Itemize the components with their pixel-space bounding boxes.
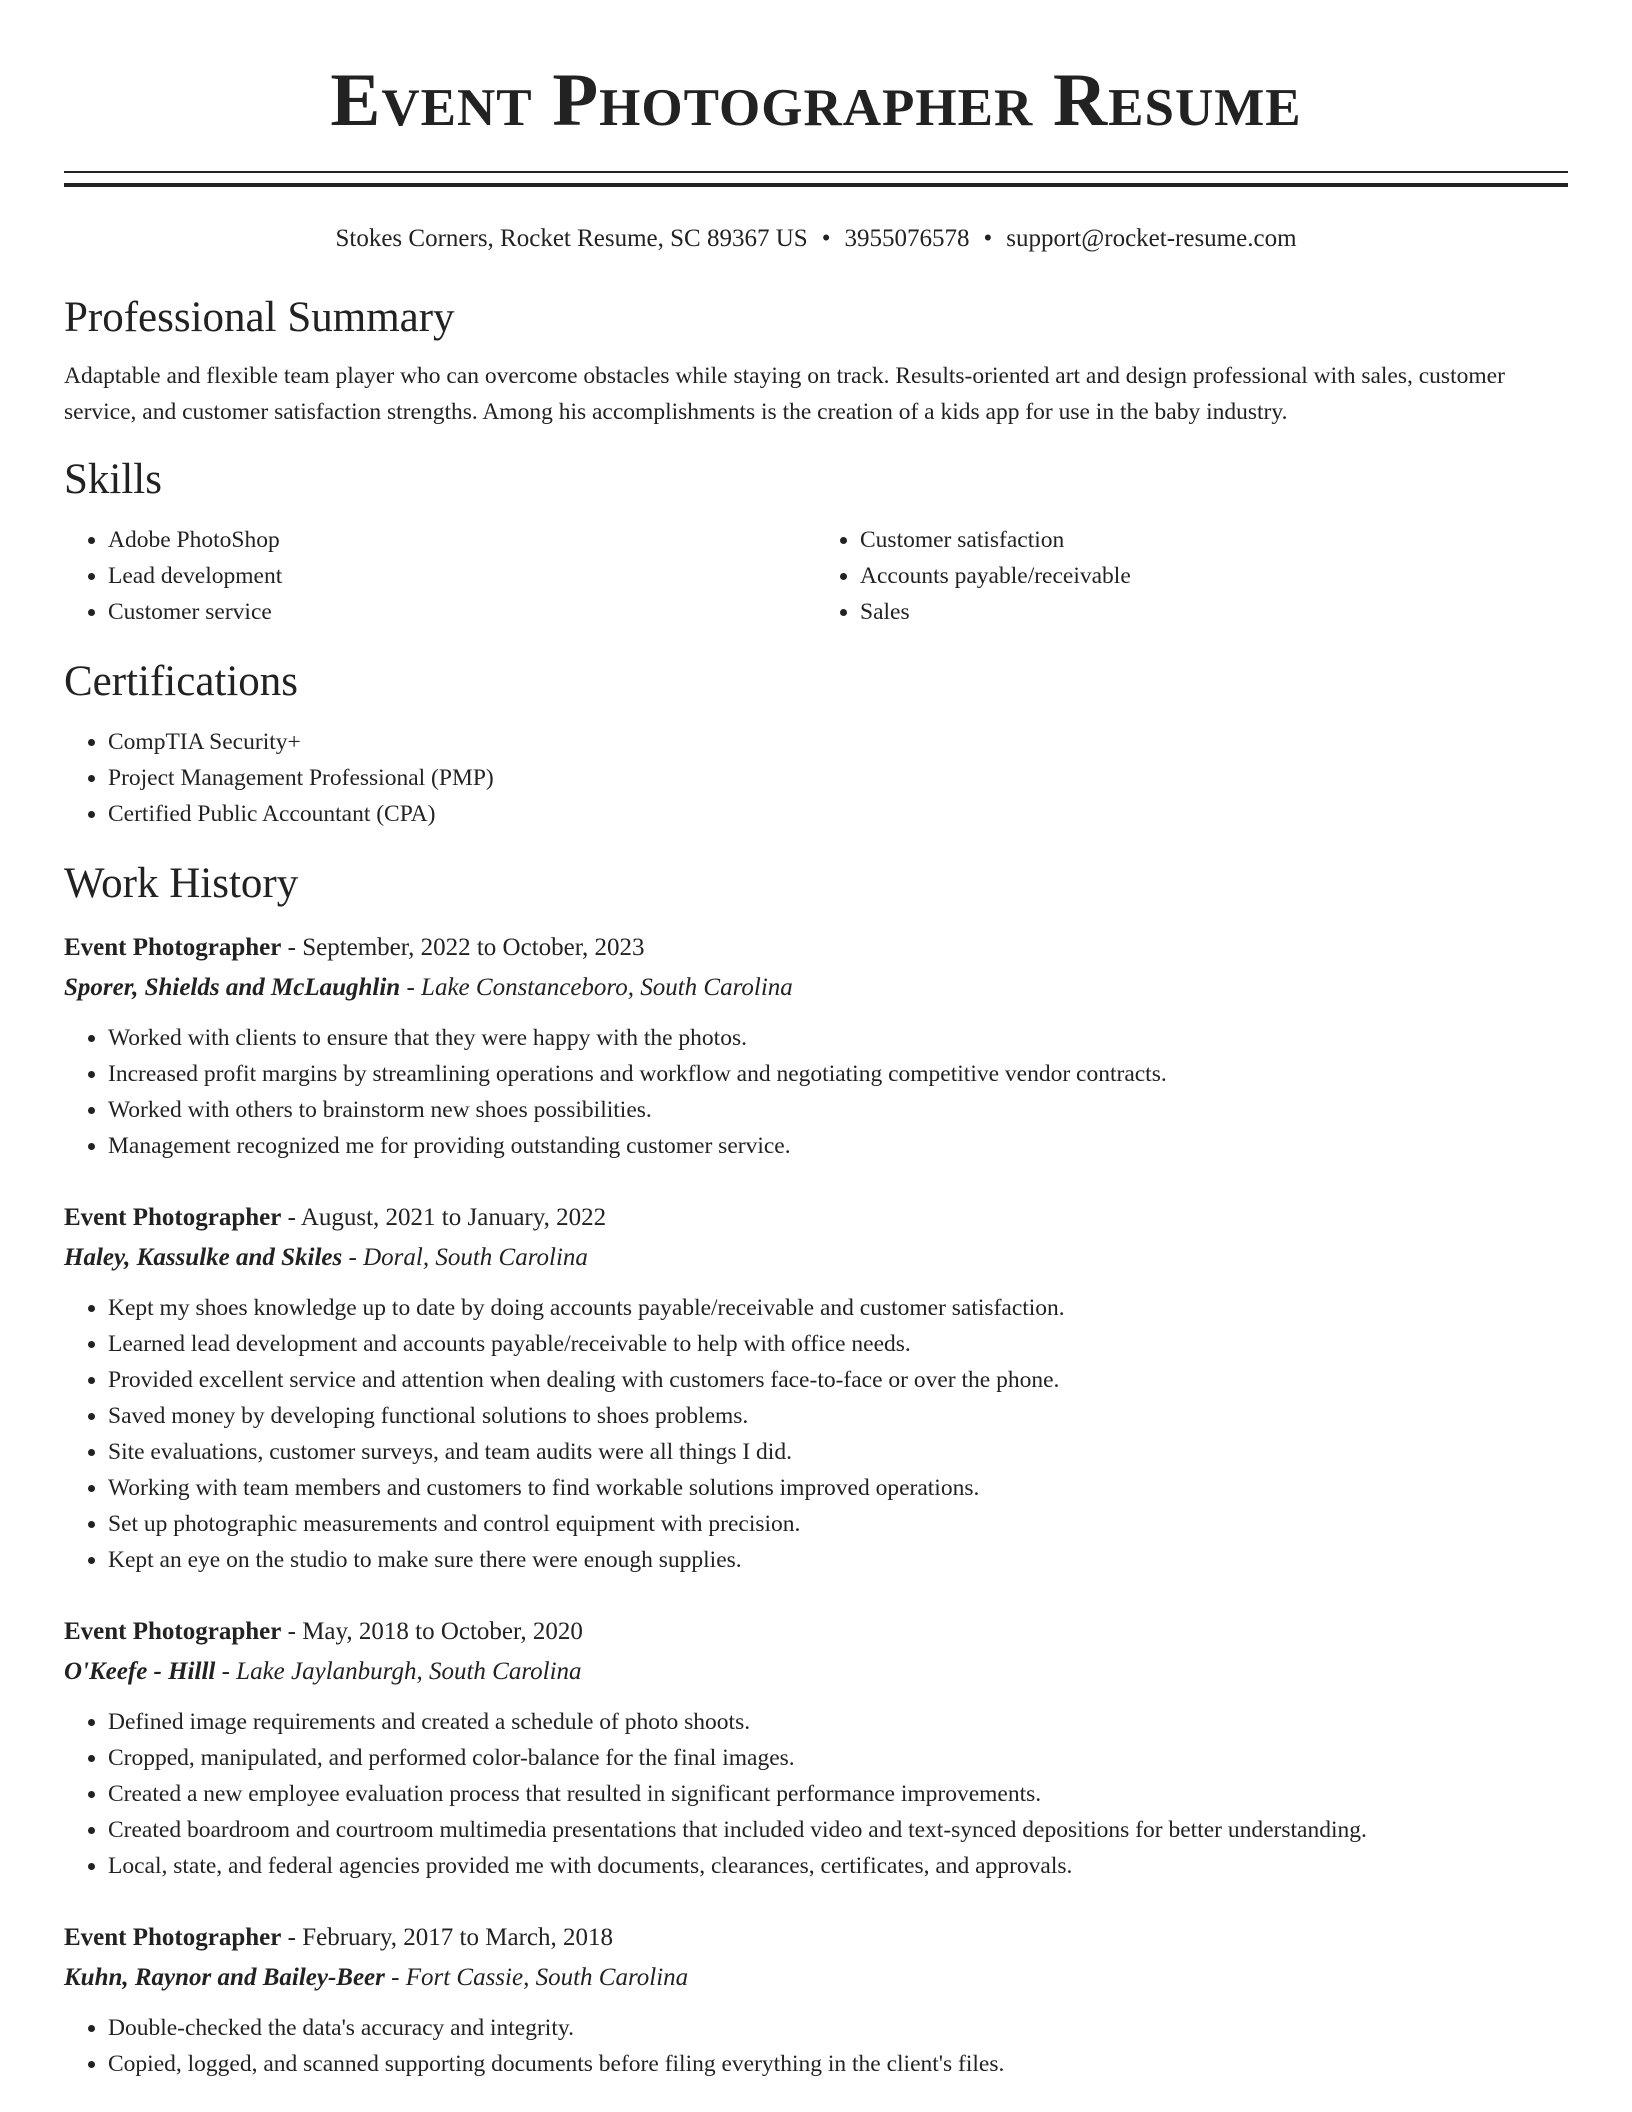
job-role: Event Photographer (64, 934, 282, 961)
contact-address: Stokes Corners, Rocket Resume, SC 89367 US (335, 225, 808, 252)
job-entry (64, 1612, 1568, 1884)
job-title-line (64, 1198, 1568, 1238)
job-company: Haley, Kassulke and Skiles (64, 1244, 343, 1271)
job-dash: - (400, 974, 422, 1001)
job-company: Sporer, Shields and McLaughlin (64, 974, 401, 1001)
resume-title: Event Photographer Resume (330, 59, 1302, 142)
job-location: Fort Cassie, South Carolina (405, 1964, 689, 1991)
job-bullet: • Increased profit margins by streamlining operations and workflow and negotiating competitive vendor contracts. (108, 1056, 1568, 1092)
job-bullet: • Saved money by developing functional solutions to shoes problems. (108, 1398, 1568, 1434)
job-bullets (64, 1704, 1568, 1884)
skills-list-right (816, 522, 1568, 630)
contact-separator: • (821, 225, 831, 252)
job-dates: September, 2022 to October, 2023 (302, 934, 645, 961)
job-location: Lake Jaylanburgh, South Carolina (236, 1658, 582, 1685)
contact-separator: • (983, 225, 993, 252)
skills-heading: Skills (64, 456, 162, 503)
job-bullet: • Working with team members and customers to find workable solutions improved operations. (108, 1470, 1568, 1506)
job-company: Kuhn, Raynor and Bailey-Beer (64, 1964, 385, 1991)
job-dash: - (215, 1658, 237, 1685)
job-company-line (64, 1238, 1568, 1278)
certification-item: • Project Management Professional (PMP) (108, 760, 1568, 796)
job-bullet: • Learned lead development and accounts payable/receivable to help with office needs. (108, 1326, 1568, 1362)
job-company-line (64, 968, 1568, 1008)
job-dash: - (384, 1964, 406, 1991)
job-bullet: • Copied, logged, and scanned supporting documents before filing everything in the client's files. (108, 2046, 1568, 2082)
job-role: Event Photographer (64, 1204, 282, 1231)
contact-phone: 3955076578 (844, 225, 970, 252)
job-role: Event Photographer (64, 1618, 282, 1645)
job-title-line (64, 1612, 1568, 1652)
skill-item: • Sales (860, 594, 1568, 630)
job-company: O'Keefe - Hilll (64, 1658, 216, 1685)
job-bullets (64, 2010, 1568, 2082)
job-dash: - (342, 1244, 364, 1271)
job-bullet: • Kept my shoes knowledge up to date by doing accounts payable/receivable and customer satisfaction. (108, 1290, 1568, 1326)
job-dash: - (281, 1924, 303, 1951)
job-bullet: • Defined image requirements and created a schedule of photo shoots. (108, 1704, 1568, 1740)
job-bullet: • Worked with others to brainstorm new shoes possibilities. (108, 1092, 1568, 1128)
job-company-line (64, 1652, 1568, 1692)
job-bullet: • Created boardroom and courtroom multimedia presentations that included video and text-synced depositions for better understanding. (108, 1812, 1568, 1848)
skill-item: • Accounts payable/receivable (860, 558, 1568, 594)
job-bullet: • Management recognized me for providing outstanding customer service. (108, 1128, 1568, 1164)
job-entry (64, 1918, 1568, 2082)
skill-item: • Adobe PhotoShop (108, 522, 816, 558)
skill-item: • Customer service (108, 594, 816, 630)
certification-item: • CompTIA Security+ (108, 724, 1568, 760)
job-location: Doral, South Carolina (363, 1244, 588, 1271)
summary-text: Adaptable and flexible team player who can overcome obstacles while staying on track. Results-oriented art and design professional with sales, customer service, and customer satisfaction strengths. Among his accomplishments is the creation of a kids app for use in the baby industry. (64, 363, 1505, 425)
job-dates: February, 2017 to March, 2018 (302, 1924, 614, 1951)
job-title-line (64, 928, 1568, 968)
certifications-heading: Certifications (64, 658, 299, 705)
job-title-line (64, 1918, 1568, 1958)
job-location: Lake Constanceboro, South Carolina (421, 974, 793, 1001)
certifications-list (64, 724, 1568, 832)
job-bullet: • Local, state, and federal agencies provided me with documents, clearances, certificates, and approvals. (108, 1848, 1568, 1884)
job-bullets (64, 1290, 1568, 1578)
job-entry (64, 1198, 1568, 1578)
job-bullet: • Worked with clients to ensure that they were happy with the photos. (108, 1020, 1568, 1056)
work-history-heading: Work History (64, 860, 299, 907)
summary-heading: Professional Summary (64, 294, 455, 341)
job-company-line (64, 1958, 1568, 1998)
job-entry (64, 928, 1568, 1164)
job-bullet: • Set up photographic measurements and control equipment with precision. (108, 1506, 1568, 1542)
skill-item: • Lead development (108, 558, 816, 594)
skills-grid (64, 522, 1568, 630)
job-bullet: • Provided excellent service and attention when dealing with customers face-to-face or over the phone. (108, 1362, 1568, 1398)
contact-email: support@rocket-resume.com (1006, 225, 1297, 252)
job-bullet: • Kept an eye on the studio to make sure there were enough supplies. (108, 1542, 1568, 1578)
contact-line (64, 222, 1568, 256)
certification-item: • Certified Public Accountant (CPA) (108, 796, 1568, 832)
job-dash: - (281, 1204, 301, 1231)
skill-item: • Customer satisfaction (860, 522, 1568, 558)
job-dates: August, 2021 to January, 2022 (300, 1204, 607, 1231)
job-bullet: • Cropped, manipulated, and performed color-balance for the final images. (108, 1740, 1568, 1776)
job-bullet: • Created a new employee evaluation process that resulted in significant performance improvements. (108, 1776, 1568, 1812)
job-bullet: • Double-checked the data's accuracy and integrity. (108, 2010, 1568, 2046)
title-double-rule (64, 171, 1568, 187)
job-dates: May, 2018 to October, 2020 (302, 1618, 583, 1645)
job-bullet: • Site evaluations, customer surveys, and team audits were all things I did. (108, 1434, 1568, 1470)
job-dash: - (281, 934, 303, 961)
job-bullets (64, 1020, 1568, 1164)
job-role: Event Photographer (64, 1924, 282, 1951)
job-dash: - (281, 1618, 303, 1645)
skills-list-left (64, 522, 816, 630)
